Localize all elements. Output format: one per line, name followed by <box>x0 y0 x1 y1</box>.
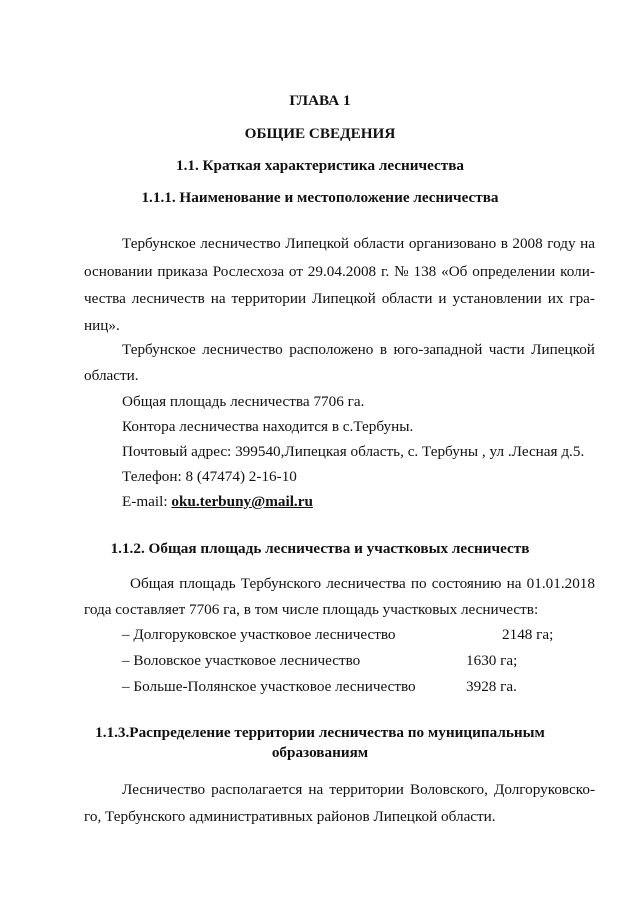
word: расположено <box>289 341 374 358</box>
word: № <box>394 263 409 280</box>
word: области <box>381 290 433 307</box>
word: организовано <box>408 235 497 252</box>
para1-line3 <box>84 290 595 308</box>
para1-line1 <box>122 235 595 253</box>
section-1-1-3-heading-line1: 1.1.3.Распределение территории лесничества по муниципальным <box>95 724 545 741</box>
postal-address-text: Почтовый адрес: 399540,Липецкая область, с. Тербуны , ул .Лесная д.5. <box>122 443 585 460</box>
area-intro-line2: года составляет 7706 га, в том числе площадь участковых лесничеств: <box>84 601 539 618</box>
email-label: E-mail: <box>122 493 172 510</box>
chapter-subtitle: ОБЩИЕ СВЕДЕНИЯ <box>244 125 396 142</box>
word: Долгоруковско- <box>493 781 595 798</box>
word: и <box>438 290 447 307</box>
area-intro-line1 <box>130 575 595 593</box>
word: по <box>410 575 427 592</box>
word: Тербунское <box>122 235 196 252</box>
word: Тербунское <box>122 341 196 358</box>
word: на <box>580 235 595 252</box>
word: Липецкой <box>285 235 350 252</box>
word: г. <box>380 263 390 280</box>
word: лесничества <box>326 575 406 592</box>
word: 138 <box>413 263 437 280</box>
word: их <box>547 290 564 307</box>
district-item-value: 1630 га; <box>466 652 518 669</box>
word: Тербунского <box>240 575 322 592</box>
word: на <box>308 781 324 798</box>
district-item-value: 2148 га; <box>502 626 554 643</box>
word: основании <box>84 263 153 280</box>
section-1-1-2-heading: 1.1.2. Общая площадь лесничества и участковых лесничеств <box>110 540 530 557</box>
office-location-text: Контора лесничества находится в с.Тербуны. <box>122 418 414 435</box>
district-item-name: – Воловское участковое лесничество <box>122 652 361 669</box>
para2-line2: области. <box>84 367 139 384</box>
word: коли- <box>560 263 595 280</box>
word: в <box>379 341 388 358</box>
word: Рослесхоза <box>212 263 285 280</box>
word: лесничество <box>202 341 283 358</box>
word: на <box>506 575 522 592</box>
section-1-1-heading: 1.1. Краткая характеристика лесничества <box>175 157 465 174</box>
word: состоянию <box>431 575 502 592</box>
word: 01.01.2018 <box>526 575 595 592</box>
para2-line1 <box>122 341 595 359</box>
email-line <box>122 493 313 511</box>
word: «Об <box>441 263 468 280</box>
word: Общая <box>130 575 175 592</box>
section-1-1-3-heading-line2: образованиям <box>271 744 369 761</box>
word: гра- <box>569 290 595 307</box>
chapter-title: ГЛАВА 1 <box>289 92 351 109</box>
email-link[interactable]: oku.terbuny@mail.ru <box>171 493 313 510</box>
word: юго-западной <box>393 341 483 358</box>
para1-line4: ниц». <box>84 317 120 334</box>
word: Липецкой <box>531 341 595 358</box>
para1-line2 <box>84 263 595 281</box>
word: территории <box>231 290 307 307</box>
word: 29.04.2008 <box>307 263 377 280</box>
word: Воловского, <box>409 781 488 798</box>
word: 2008 <box>512 235 543 252</box>
section-1-1-1-heading: 1.1.1. Наименование и местоположение лесничества <box>141 189 499 206</box>
word: определении <box>472 263 556 280</box>
word: приказа <box>157 263 208 280</box>
word: установлении <box>452 290 542 307</box>
word: на <box>210 290 226 307</box>
word: чества <box>84 290 126 307</box>
word: площадь <box>179 575 236 592</box>
word: части <box>488 341 525 358</box>
municipal-line2: го, Тербунского административных районов Липецкой области. <box>84 808 496 825</box>
total-area-text: Общая площадь лесничества 7706 га. <box>122 393 365 410</box>
word: году <box>547 235 576 252</box>
district-item-name: – Долгоруковское участковое лесничество <box>122 626 396 643</box>
district-item-name: – Больше-Полянское участковое лесничество <box>122 678 416 695</box>
word: лесничество <box>200 235 281 252</box>
word: в <box>500 235 508 252</box>
district-item-value: 3928 га. <box>466 678 517 695</box>
word: лесничеств <box>131 290 205 307</box>
phone-text: Телефон: 8 (47474) 2-16-10 <box>122 468 297 485</box>
word: Лесничество <box>122 781 206 798</box>
word: располагается <box>211 781 303 798</box>
word: территории <box>329 781 404 798</box>
municipal-line1 <box>122 781 595 799</box>
word: области <box>353 235 405 252</box>
word: от <box>288 263 303 280</box>
word: Липецкой <box>312 290 376 307</box>
